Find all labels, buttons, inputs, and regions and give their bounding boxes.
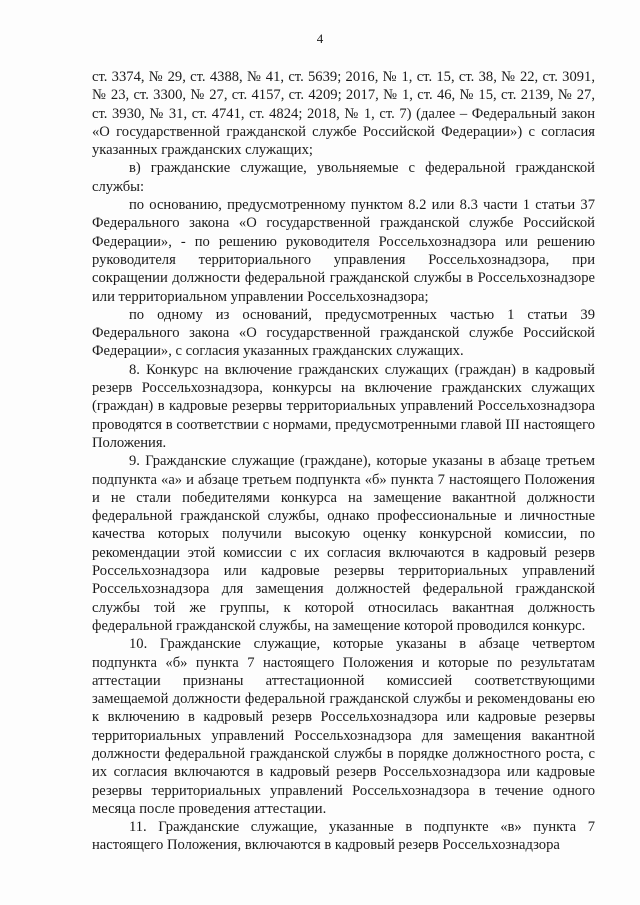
paragraph-item-11: 11. Гражданские служащие, указанные в подпункте «в» пункта 7 настоящего Положения, включаются в кадровый резерв Россельхознадзора	[92, 819, 595, 854]
paragraph-item-9: 9. Гражданские служащие (граждане), которые указаны в абзаце третьем подпункта «а» и абзаце третьем подпункта «б» пункта 7 настоящего Положения и не стали победителями конкурса на замещение вакантной должности федеральной гражданской службы, однако профессиональные и личностные качества которых получили высокую оценку конкурсной комиссии, по рекомендации этой комиссии с их согласия включаются в кадровый резерв Россельхознадзора или кадровые резервы территориальных управлений Россельхознадзора для замещения должностей федеральной гражданской службы той же группы, к которой относилась вакантная должность федеральной гражданской службы, на замещение которой проводился конкурс.	[92, 453, 595, 634]
paragraph-citation-continuation: ст. 3374, № 29, ст. 4388, № 41, ст. 5639; 2016, № 1, ст. 15, ст. 38, № 22, ст. 3091, № 23, ст. 3300, № 27, ст. 4157, ст. 4209; 2017, № 1, ст. 46, № 15, ст. 2139, № 27, ст. 3930, № 31, ст. 4741, ст. 4824; 2018, № 1, ст. 7) (далее – Федеральный закон «О государственной гражданской службе Российской Федерации») с согласия указанных гражданских служащих;	[92, 69, 595, 159]
paragraph-item-8: 8. Конкурс на включение гражданских служащих (граждан) в кадровый резерв Россельхознадзора, конкурсы на включение гражданских служащих (граждан) в кадровые резервы территориальных управлений Россельхознадзора проводятся в соответствии с нормами, предусмотренными главой III настоящего Положения.	[92, 361, 595, 451]
page-number: 4	[316, 31, 324, 46]
paragraph-subitem-v: в) гражданские служащие, увольняемые с федеральной гражданской службы:	[92, 160, 595, 195]
paragraph-ground-article-39: по одному из оснований, предусмотренных частью 1 статьи 39 Федерального закона «О государственной гражданской службе Российской Федерации», с согласия указанных гражданских служащих.	[92, 306, 595, 360]
paragraph-ground-reduction: по основанию, предусмотренному пунктом 8.2 или 8.3 части 1 статьи 37 Федерального закона «О государственной гражданской службе Российской Федерации», - по решению руководителя Россельхознадзора или решению руководителя территориального управления Россельхознадзора, при сокращении должности федеральной гражданской службы в Россельхознадзоре или территориальном управлении Россельхознадзора;	[92, 197, 595, 305]
document-body	[92, 68, 595, 855]
paragraph-item-10: 10. Гражданские служащие, которые указаны в абзаце четвертом подпункта «б» пункта 7 настоящего Положения и которые по результатам аттестации признаны аттестационной комиссией соответствующими замещаемой должности федеральной гражданской службы и рекомендованы ею к включению в кадровый резерв Россельхознадзора или кадровые резервы территориальных управлений Россельхознадзора для замещения вакантной должности федеральной гражданской службы в порядке должностного роста, с их согласия включаются в кадровый резерв Россельхознадзора или кадровые резервы территориальных управлений Россельхознадзора в течение одного месяца после проведения аттестации.	[92, 636, 595, 817]
